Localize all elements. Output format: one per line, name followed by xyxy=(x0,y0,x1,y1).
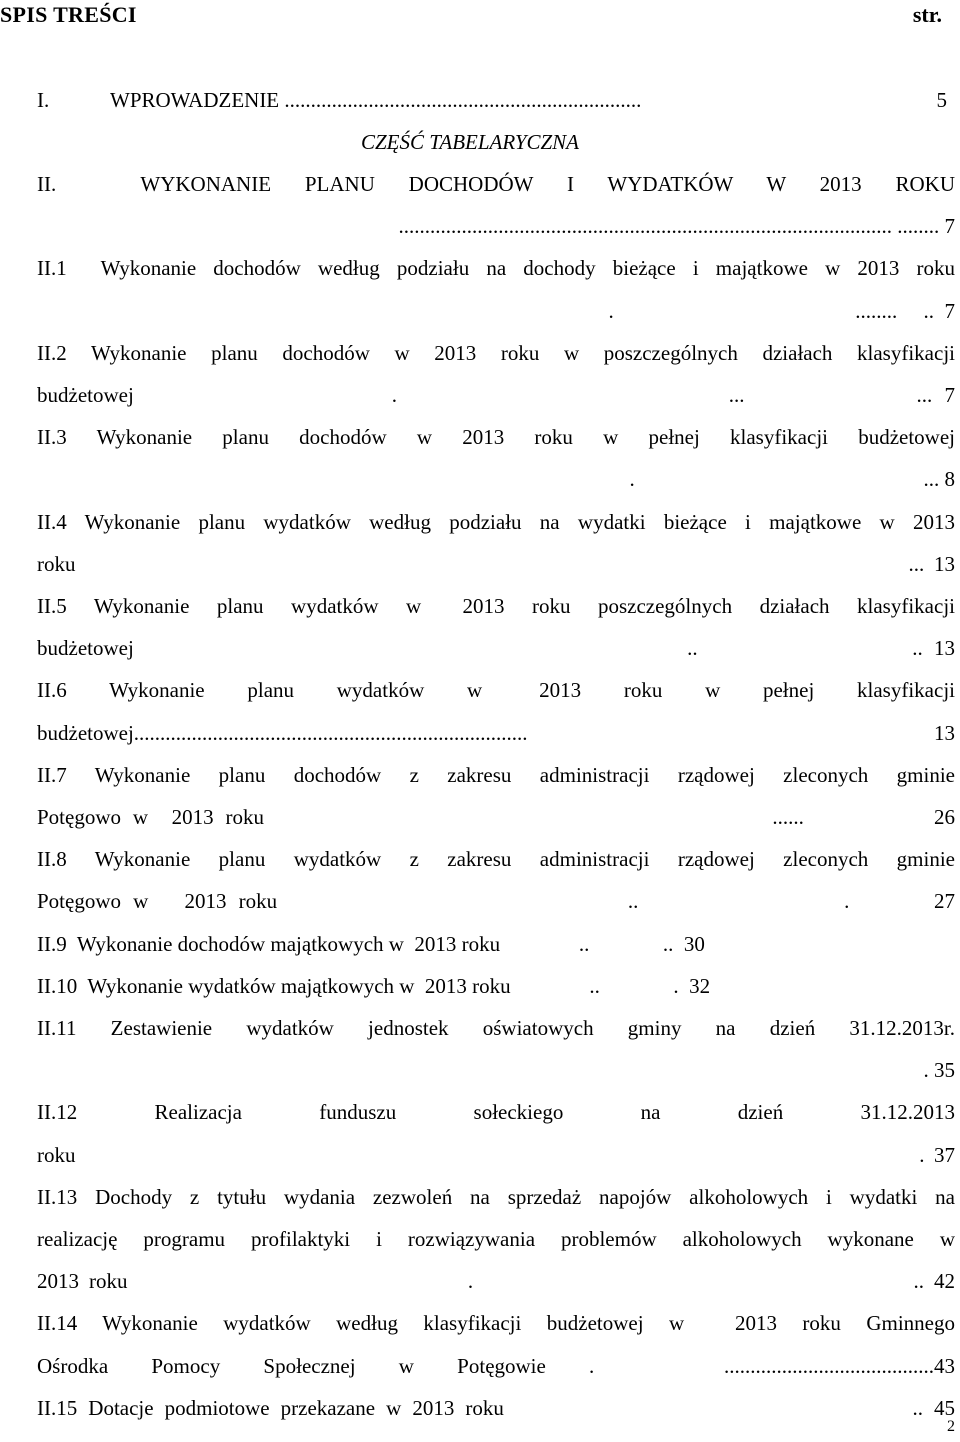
toc-line[interactable]: II.1 Wykonanie dochodów według podziału na dochody bieżące i majątkowe w 2013 roku xyxy=(37,256,955,281)
toc-line[interactable]: realizację programu profilaktyki i rozwiązywania problemów alkoholowych wykonane w xyxy=(37,1227,955,1251)
toc-line[interactable]: roku ... 13 xyxy=(37,551,955,576)
toc-line[interactable]: II.3 Wykonanie planu dochodów w 2013 roku w pełnej klasyfikacji budżetowej xyxy=(37,425,955,450)
page-header xyxy=(0,2,960,32)
toc-line[interactable]: II.14 Wykonanie wydatków według klasyfikacji budżetowej w 2013 roku Gminnego xyxy=(37,1311,955,1336)
toc-entry-intro[interactable] xyxy=(37,86,955,114)
toc-line[interactable]: II.8 Wykonanie planu wydatków z zakresu administracji rządowej zleconych gminie xyxy=(37,847,955,872)
toc-line[interactable]: 2013 roku . .. 42 xyxy=(37,1269,955,1294)
toc-line[interactable]: .............................................................................................. ........ 7 xyxy=(398,214,955,239)
toc-line[interactable]: . ... 8 xyxy=(472,467,955,492)
section-heading: CZĘŚĆ TABELARYCZNA xyxy=(360,130,580,154)
page-column-label: str. xyxy=(912,2,942,27)
toc-line[interactable]: roku . 37 xyxy=(37,1142,955,1167)
toc-line[interactable]: Ośrodka Pomocy Społecznej w Potęgowie . ........................................43 xyxy=(37,1353,955,1378)
toc-line[interactable]: II. WYKONANIE PLANU DOCHODÓW I WYDATKÓW W 2013 ROKU xyxy=(37,172,955,196)
toc-line[interactable]: II.7 Wykonanie planu dochodów z zakresu administracji rządowej zleconych gminie xyxy=(37,762,955,787)
entry-title: WPROWADZENIE .................................................................... xyxy=(110,88,642,112)
toc-line[interactable]: II.12 Realizacja funduszu sołeckiego na dzień 31.12.2013 xyxy=(37,1100,955,1125)
toc-line[interactable]: II.11 Zestawienie wydatków jednostek oświatowych gminy na dzień 31.12.2013r. xyxy=(37,1016,955,1040)
toc-title: SPIS TREŚCI xyxy=(0,2,137,27)
page-number: 2 xyxy=(947,1418,955,1435)
toc-line[interactable]: budżetowej........................................................................... 13 xyxy=(37,720,955,745)
entry-number: I. xyxy=(37,88,50,112)
toc-line[interactable]: II.4 Wykonanie planu wydatków według podziału na wydatki bieżące i majątkowe w 2013 xyxy=(37,509,955,534)
toc-line[interactable]: II.15 Dotacje podmiotowe przekazane w 2013 roku .. 45 xyxy=(37,1395,955,1420)
toc-line[interactable]: II.6 Wykonanie planu wydatków w 2013 roku w pełnej klasyfikacji xyxy=(37,678,955,703)
toc-line[interactable]: II.9 Wykonanie dochodów majątkowych w 2013 roku .. .. 30 xyxy=(37,931,705,956)
toc-line[interactable]: budżetowej . ... ... 7 xyxy=(37,383,955,407)
toc-line[interactable]: II.2 Wykonanie planu dochodów w 2013 roku w poszczególnych działach klasyfikacji xyxy=(37,340,955,365)
toc-line[interactable]: budżetowej .. .. 13 xyxy=(37,636,955,661)
toc-line[interactable]: II.13 Dochody z tytułu wydania zezwoleń na sprzedaż napojów alkoholowych i wydatki na xyxy=(37,1184,955,1209)
toc-line[interactable]: Potęgowo w 2013 roku .. . 27 xyxy=(37,889,955,914)
toc-line[interactable]: II.10 Wykonanie wydatków majątkowych w 2013 roku .. . 32 xyxy=(37,973,711,998)
toc-line[interactable]: . ........ .. 7 xyxy=(477,298,955,323)
toc-line[interactable]: Potęgowo w 2013 roku ...... 26 xyxy=(37,805,955,829)
toc-line[interactable]: II.5 Wykonanie planu wydatków w 2013 roku poszczególnych działach klasyfikacji xyxy=(37,594,955,618)
entry-page: 5 xyxy=(936,88,947,112)
toc-line[interactable]: . 35 xyxy=(440,1058,955,1083)
